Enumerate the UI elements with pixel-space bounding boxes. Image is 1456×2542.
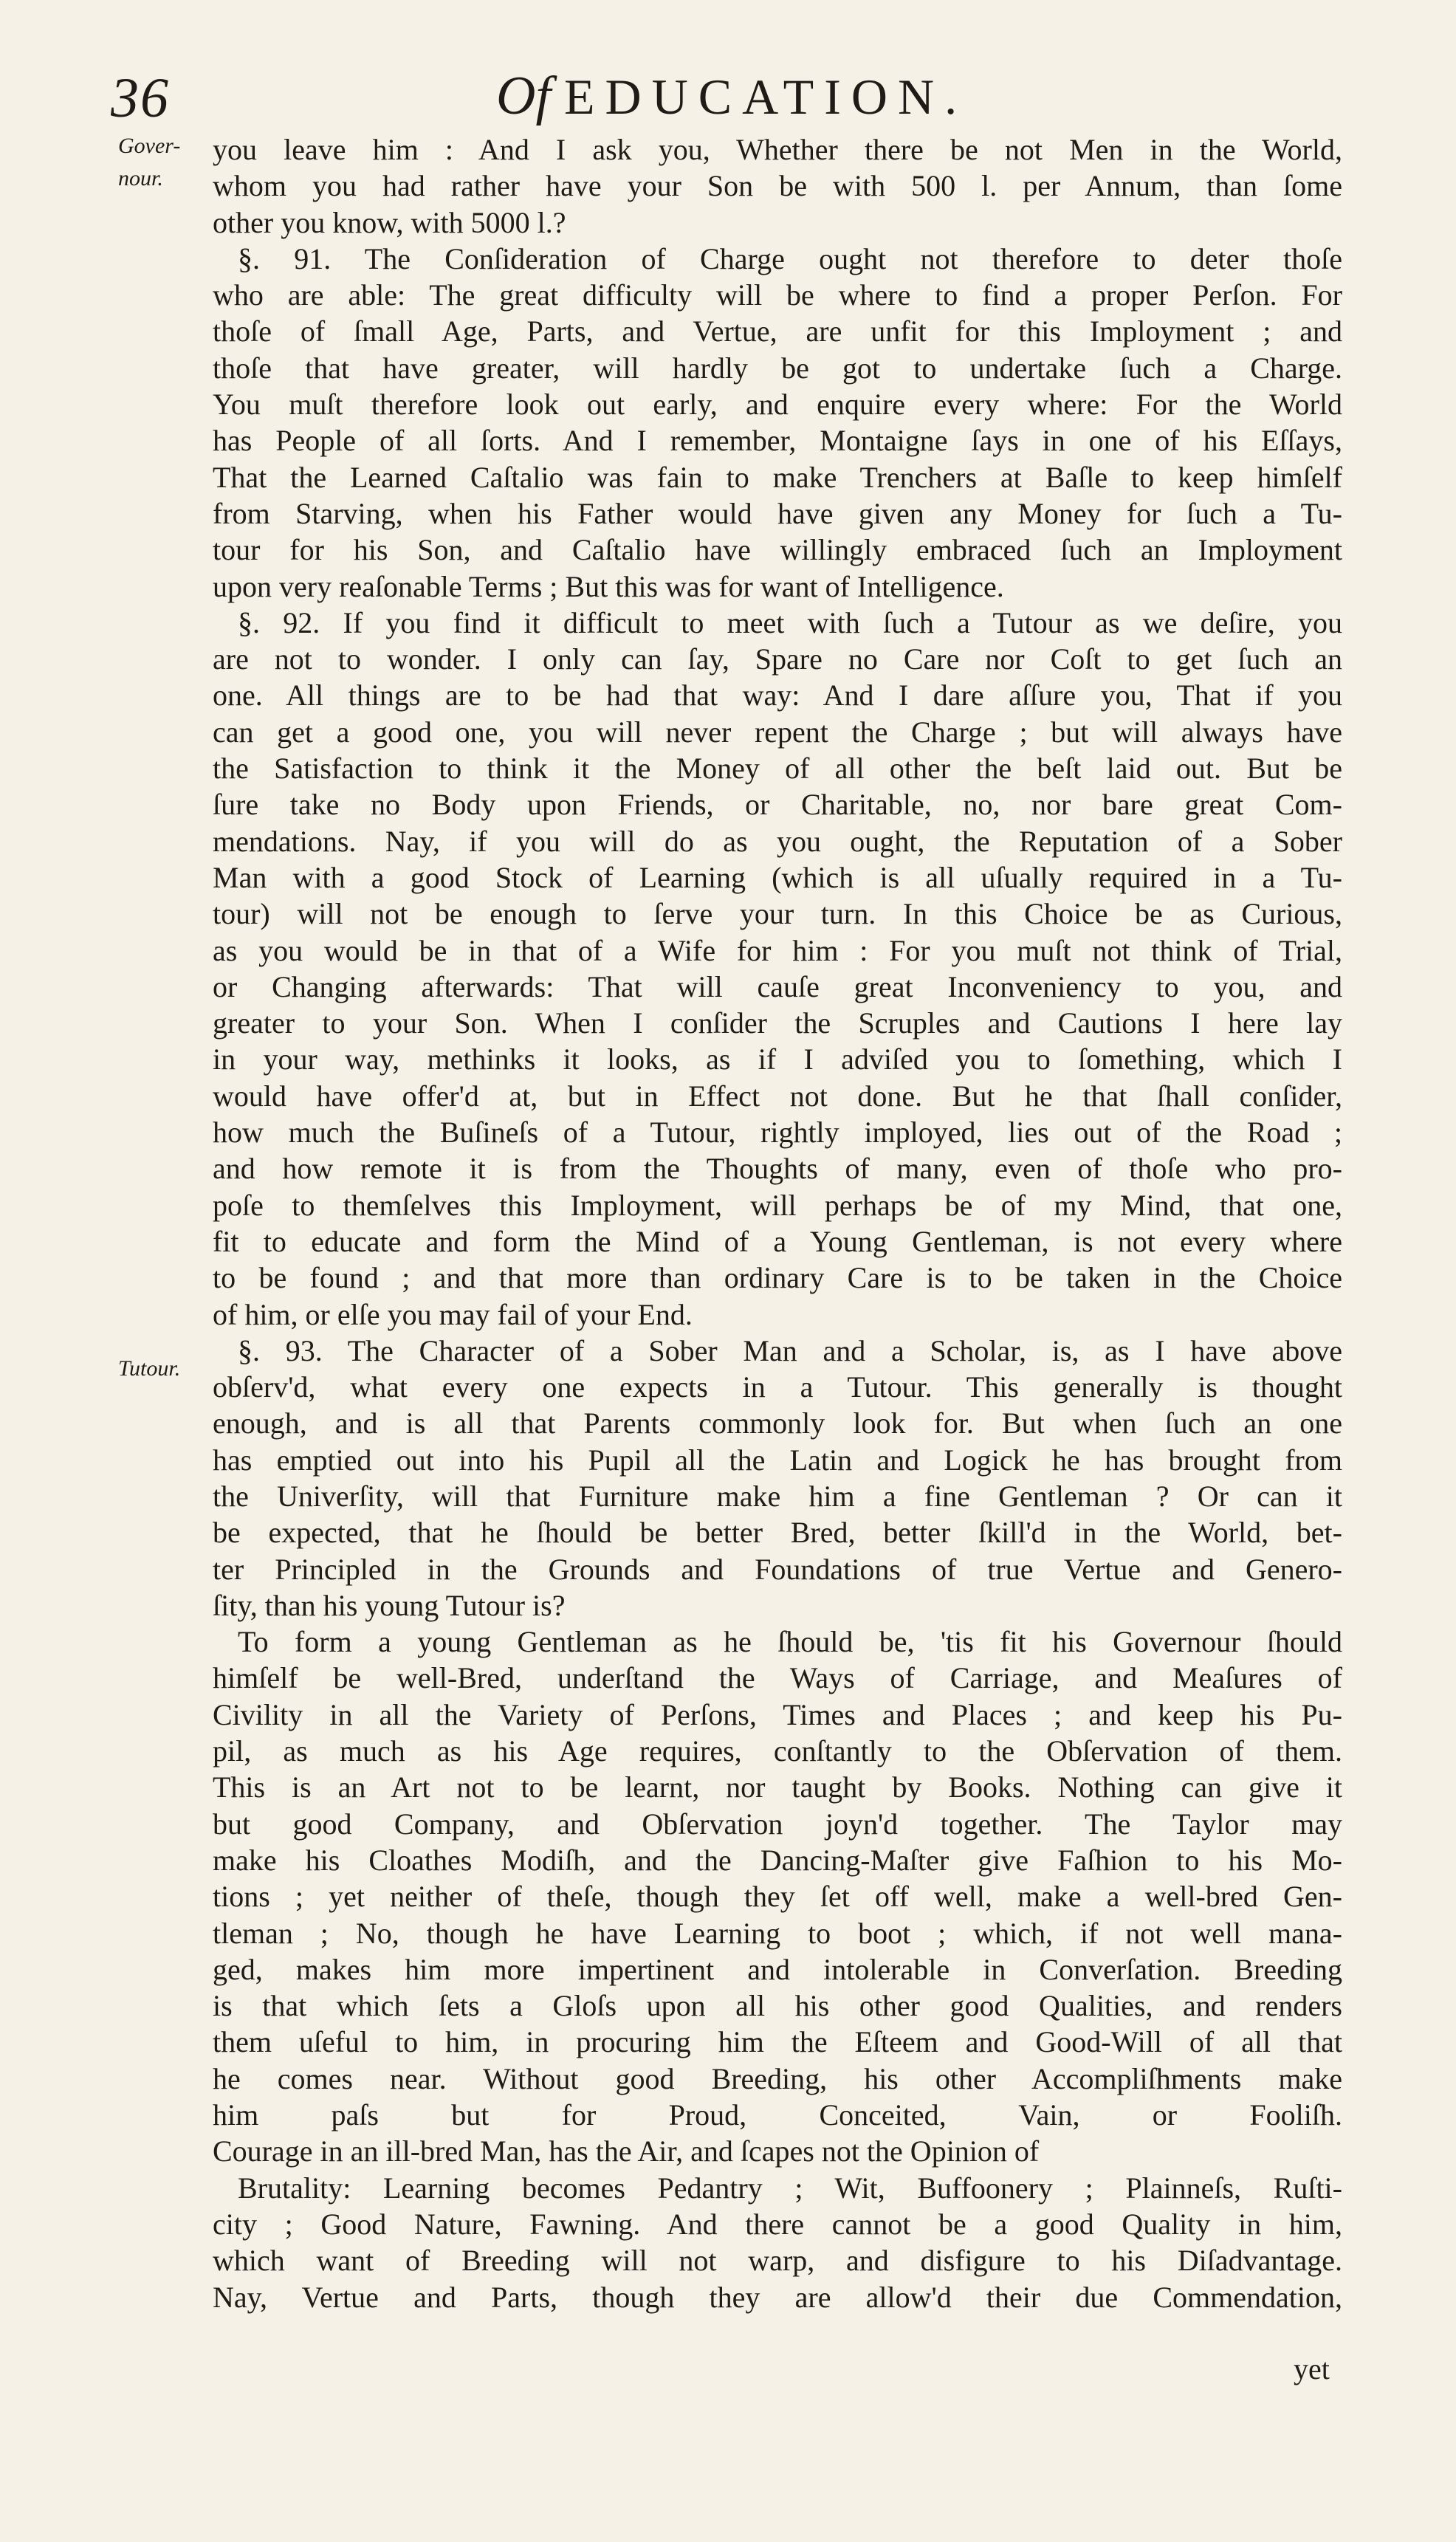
text-line: from Starving, when his Father would have given any Money for ſuch a Tu- bbox=[213, 496, 1342, 530]
text-line: Nay, Vertue and Parts, though they are allow'd their due Commendation, bbox=[213, 2280, 1342, 2314]
text-line: them uſeful to him, in procuring him the Eſteem and Good-Will of all that bbox=[213, 2025, 1342, 2059]
text-line: city ; Good Nature, Fawning. And there cannot be a good Quality in him, bbox=[213, 2207, 1342, 2241]
text-line: Man with a good Stock of Learning (which is all uſually required in a Tu- bbox=[213, 860, 1342, 894]
text-line: you leave him : And I ask you, Whether there be not Men in the World, bbox=[213, 133, 1342, 166]
text-line: ſure take no Body upon Friends, or Charitable, no, nor bare great Com- bbox=[213, 788, 1342, 822]
text-line: upon very reaſonable Terms ; But this was for want of Intelligence. bbox=[213, 569, 1004, 603]
running-title-main: EDUCATION. bbox=[564, 69, 968, 125]
page-number: 36 bbox=[111, 67, 170, 129]
text-line: tour for his Son, and Caſtalio have willingly embraced ſuch an Imployment bbox=[213, 533, 1342, 567]
text-line: one. All things are to be had that way: And I dare aſſure you, That if you bbox=[213, 679, 1342, 712]
text-line: You muſt therefore look out early, and enquire every where: For the World bbox=[213, 388, 1342, 422]
text-line: To form a young Gentleman as he ſhould be, 'tis fit his Governour ſhould bbox=[238, 1625, 1342, 1659]
text-line: make his Cloathes Modiſh, and the Dancing-Maſter give Faſhion to his Mo- bbox=[213, 1843, 1342, 1877]
text-line: of him, or elſe you may fail of your End. bbox=[213, 1297, 693, 1331]
sidenote-governour-line-1: Gover- bbox=[118, 134, 181, 158]
body-text bbox=[213, 131, 1342, 2352]
text-line: poſe to themſelves this Imployment, will perhaps be of my Mind, that one, bbox=[213, 1188, 1342, 1222]
text-line: tleman ; No, though he have Learning to boot ; which, if not well mana- bbox=[213, 1916, 1342, 1950]
sidenote-governour bbox=[118, 130, 180, 195]
page-header bbox=[0, 46, 1456, 127]
text-line: obſerv'd, what every one expects in a Tutour. This generally is thought bbox=[213, 1370, 1342, 1404]
text-line: him paſs but for Proud, Conceited, Vain, or Fooliſh. bbox=[213, 2098, 1342, 2132]
text-line: Courage in an ill-bred Man, has the Air, and ſcapes not the Opinion of bbox=[213, 2134, 1040, 2168]
text-line: §. 92. If you find it difficult to meet with ſuch a Tutour as we deſire, you bbox=[238, 605, 1342, 639]
text-line: as you would be in that of a Wife for him : For you muſt not think of Trial, bbox=[213, 933, 1342, 967]
text-line: mendations. Nay, if you will do as you ought, the Reputation of a Sober bbox=[213, 824, 1342, 858]
text-line: be expected, that he ſhould be better Bred, better ſkill'd in the World, bet- bbox=[213, 1516, 1342, 1550]
text-line: That the Learned Caſtalio was fain to make Trenchers at Baſle to keep himſelf bbox=[213, 460, 1342, 494]
text-line: §. 93. The Character of a Sober Man and a Scholar, is, as I have above bbox=[238, 1333, 1342, 1367]
text-line bbox=[213, 2315, 1342, 2352]
text-line: §. 91. The Conſideration of Charge ought not therefore to deter thoſe bbox=[238, 241, 1342, 275]
text-line: is that which ſets a Gloſs upon all his other good Qualities, and renders bbox=[213, 1989, 1342, 2023]
text-line: other you know, with 5000 l.? bbox=[213, 205, 566, 239]
text-line: Brutality: Learning becomes Pedantry ; Wit, Buffoonery ; Plainneſs, Ruſti- bbox=[238, 2171, 1342, 2205]
text-line: the Satisfaction to think it the Money of all other the beſt laid out. But be bbox=[213, 752, 1342, 786]
text-line: in your way, methinks it looks, as if I adviſed you to ſomething, which I bbox=[213, 1042, 1342, 1076]
text-line: tions ; yet neither of theſe, though they ſet off well, make a well-bred Gen- bbox=[213, 1880, 1342, 1914]
sidenote-governour-line-2: nour. bbox=[118, 166, 163, 190]
text-line: greater to your Son. When I conſider the Scruples and Cautions I here lay bbox=[213, 1006, 1342, 1040]
text-line: himſelf be well-Bred, underſtand the Ways of Carriage, and Meaſures of bbox=[213, 1661, 1342, 1695]
text-line: or Changing afterwards: That will cauſe great Inconveniency to you, and bbox=[213, 969, 1342, 1003]
text-line: whom you had rather have your Son be with 500 l. per Annum, than ſome bbox=[213, 169, 1342, 203]
text-line: ſity, than his young Tutour is? bbox=[213, 1588, 566, 1622]
text-line: has emptied out into his Pupil all the Latin and Logick he has brought from bbox=[213, 1443, 1342, 1477]
text-line: Civility in all the Variety of Perſons, Times and Places ; and keep his Pu- bbox=[213, 1697, 1342, 1731]
text-line: thoſe of ſmall Age, Parts, and Vertue, are unfit for this Imployment ; and bbox=[213, 315, 1342, 348]
text-line: would have offer'd at, but in Effect not done. But he that ſhall conſider, bbox=[213, 1079, 1342, 1113]
text-line: fit to educate and form the Mind of a Young Gentleman, is not every where bbox=[213, 1224, 1342, 1258]
text-line: to be found ; and that more than ordinary Care is to be taken in the Choice bbox=[213, 1261, 1342, 1295]
text-line: the Univerſity, will that Furniture make him a fine Gentleman ? Or can it bbox=[213, 1479, 1342, 1513]
text-line: which want of Breeding will not warp, and disfigure to his Diſadvantage. bbox=[213, 2244, 1342, 2278]
sidenote-tutour: Tutour. bbox=[118, 1356, 181, 1381]
running-title bbox=[496, 65, 967, 128]
text-line: but good Company, and Obſervation joyn'd together. The Taylor may bbox=[213, 1807, 1342, 1841]
text-line: This is an Art not to be learnt, nor taught by Books. Nothing can give it bbox=[213, 1770, 1342, 1804]
text-line: tour) will not be enough to ſerve your turn. In this Choice be as Curious, bbox=[213, 897, 1342, 931]
text-line: pil, as much as his Age requires, conſtantly to the Obſervation of them. bbox=[213, 1734, 1342, 1768]
text-line: and how remote it is from the Thoughts of many, even of thoſe who pro- bbox=[213, 1152, 1342, 1186]
text-line: thoſe that have greater, will hardly be got to undertake ſuch a Charge. bbox=[213, 351, 1342, 385]
text-line: who are able: The great difficulty will be where to find a proper Perſon. For bbox=[213, 278, 1342, 312]
text-line: can get a good one, you will never repent the Charge ; but will always have bbox=[213, 715, 1342, 749]
text-line: are not to wonder. I only can ſay, Spare no Care nor Coſt to get ſuch an bbox=[213, 642, 1342, 676]
catchword: yet bbox=[1294, 2352, 1330, 2385]
running-title-of: Of bbox=[496, 66, 551, 126]
text-line: has People of all ſorts. And I remember, Montaigne ſays in one of his Eſſays, bbox=[213, 424, 1342, 458]
text-line: he comes near. Without good Breeding, his other Accompliſhments make bbox=[213, 2061, 1342, 2095]
text-line: enough, and is all that Parents commonly look for. But when ſuch an one bbox=[213, 1406, 1342, 1440]
text-line: ged, makes him more impertinent and intolerable in Converſation. Breeding bbox=[213, 1952, 1342, 1986]
text-line: how much the Buſineſs of a Tutour, rightly imployed, lies out of the Road ; bbox=[213, 1116, 1342, 1150]
text-line: ter Principled in the Grounds and Foundations of true Vertue and Genero- bbox=[213, 1552, 1342, 1586]
